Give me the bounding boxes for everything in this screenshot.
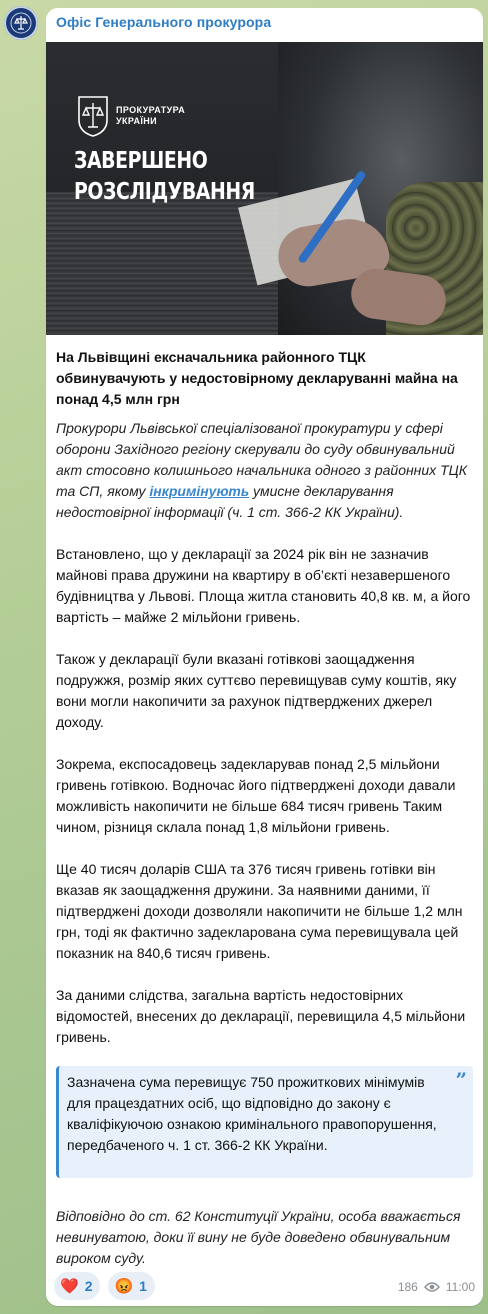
- post-paragraph-7: Відповідно до ст. 62 Конституції України, особа вважається невинуватою, доки її вину не буде доведено обвинувальним вироком суду.: [56, 1208, 461, 1266]
- heart-icon: ❤️: [60, 1277, 79, 1295]
- hero-title-line-2: РОЗСЛІДУВАННЯ: [74, 179, 255, 205]
- prosecutor-emblem-icon: [10, 12, 32, 34]
- reactions-bar: [54, 1272, 155, 1300]
- post-image[interactable]: [46, 42, 483, 335]
- post-headline: На Львівщині ексначальника районного ТЦК обвинувачують у недостовірному декларуванні майна на понад 4,5 млн грн: [56, 349, 458, 407]
- trident-shield-icon: [76, 94, 110, 138]
- post-paragraph-2: Встановлено, що у декларації за 2024 рік він не зазначив майнові права дружини на квартиру в об’єкті незавершеного будівництва у Львові. Площа житла становить 40,8 кв. м, а його вартість – майже 2 мільйони гривень.: [56, 546, 471, 625]
- view-count: 186: [397, 1280, 418, 1294]
- logo-line-2: УКРАЇНИ: [116, 116, 158, 126]
- post-paragraph-5: Ще 40 тисяч доларів США та 376 тисяч гривень готівки він вказав як заощадження дружини. За наявними даними, її підтверджені доходи дозволяли накопичити не більше 1,2 млн грн, тоді як фактично задекларована сума перевищувала цей показник на 840,6 тисяч гривень.: [56, 861, 463, 961]
- reaction-angry[interactable]: [108, 1272, 154, 1300]
- post-paragraph-1: [56, 418, 476, 523]
- hero-title-line-1: ЗАВЕРШЕНО: [74, 148, 208, 174]
- channel-avatar[interactable]: [4, 6, 38, 40]
- post-paragraph-3: Також у декларації були вказані готівкові заощадження подружжя, розмір яких суттєво перевищував суму коштів, яку вони могли накопичити за рахунок підтверджених джерел доходу.: [56, 651, 457, 730]
- prosecutor-logo: [76, 94, 185, 138]
- message-bubble: [46, 8, 483, 1306]
- logo-text: [116, 105, 185, 127]
- message-time: 11:00: [445, 1280, 475, 1294]
- message-meta: [398, 1280, 475, 1294]
- eye-icon: [424, 1281, 440, 1293]
- blockquote-text: Зазначена сума перевищує 750 прожиткових мінімумів для працездатних осіб, що відповідно до закону є кваліфікуючою ознакою кримінального правопорушення, передбаченого ч. 1 ст. 366-2 КК України.: [67, 1074, 437, 1153]
- reaction-count: 2: [84, 1278, 93, 1294]
- hero-title: [74, 146, 255, 208]
- reaction-heart[interactable]: [54, 1272, 100, 1300]
- post-paragraph-6: За даними слідства, загальна вартість недостовірних відомостей, внесених до декларації, перевищила 4,5 мільйони гривень.: [56, 987, 466, 1045]
- paragraph-1-end: умисне декларування недостовірної інформації (ч. 1 ст. 366-2 КК України).: [56, 483, 404, 520]
- incriminate-link[interactable]: інкримінують: [149, 483, 250, 499]
- logo-line-1: ПРОКУРАТУРА: [116, 105, 186, 115]
- quote-icon: ”: [455, 1068, 467, 1092]
- channel-name[interactable]: Офіс Генерального прокурора: [56, 14, 272, 30]
- blockquote: [56, 1066, 473, 1178]
- post-paragraph-4: Зокрема, експосадовець задекларував понад 2,5 мільйони гривень готівкою. Водночас його підтверджені доходи давали можливість накопичити не більше 684 тисяч гривень Таким чином, різниця склала понад 1,8 мільйони гривень.: [56, 756, 456, 835]
- angry-face-icon: 😡: [114, 1277, 134, 1295]
- paragraph-1-start: Прокурори Львівської спеціалізованої прокуратури у сфері оборони Західного регіону скерували до суду обвинувальний акт стосовно колишнього начальника одного з районних ТЦК та СП, якому: [56, 420, 468, 499]
- reaction-count: 1: [139, 1278, 147, 1294]
